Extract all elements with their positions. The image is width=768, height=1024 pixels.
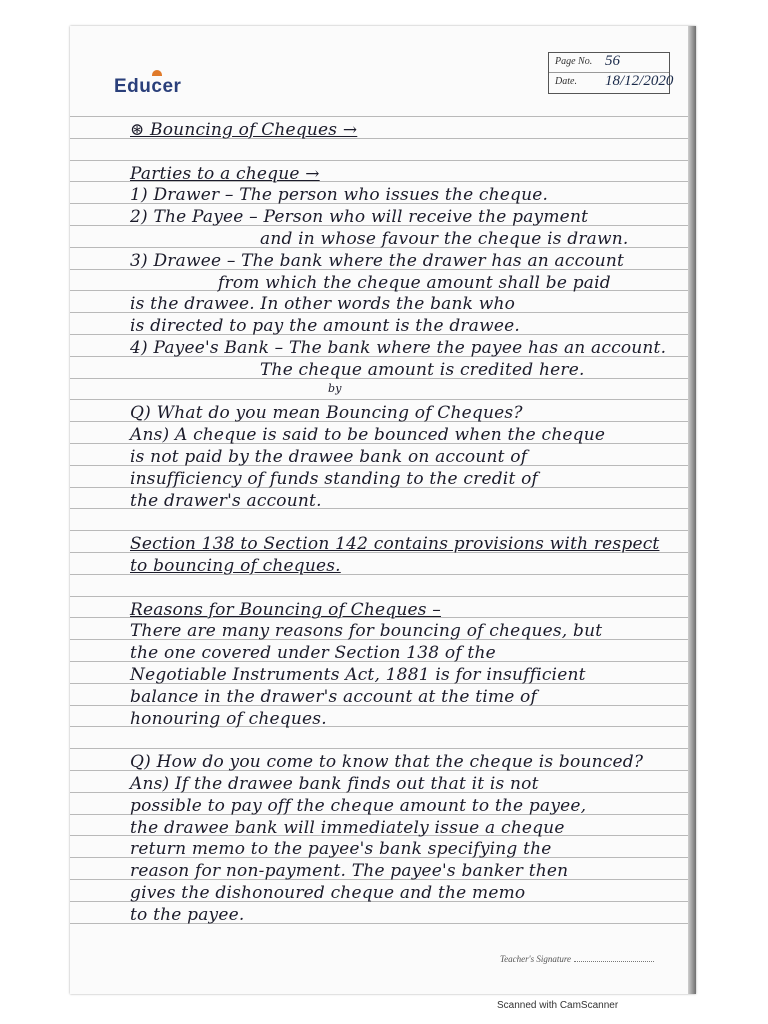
ruled-line <box>70 596 696 597</box>
scanner-watermark: Scanned with CamScanner <box>497 1000 619 1011</box>
handwritten-line: possible to pay off the cheque amount to the payee, <box>130 795 587 816</box>
handwritten-line: reason for non-payment. The payee's banker then <box>130 861 569 882</box>
ruled-line <box>70 530 696 531</box>
handwritten-line: the drawee bank will immediately issue a cheque <box>130 817 565 838</box>
handwritten-line: and in whose favour the cheque is drawn. <box>260 229 629 249</box>
handwritten-line: Q) How do you come to know that the cheque is bounced? <box>130 752 644 773</box>
handwritten-line: ⊛ Bouncing of Cheques → <box>130 120 358 140</box>
handwritten-line: Negotiable Instruments Act, 1881 is for insufficient <box>130 665 586 685</box>
handwritten-line: the one covered under Section 138 of the <box>130 643 496 664</box>
ruled-line <box>70 399 696 400</box>
handwritten-line: The cheque amount is credited here. <box>260 359 585 380</box>
page-date-box <box>548 52 674 94</box>
handwritten-line: Ans) A cheque is said to be bounced when the cheque <box>130 425 606 446</box>
handwritten-line: return memo to the payee's bank specifying the <box>130 839 552 860</box>
brand-name: Educer <box>114 76 182 97</box>
handwritten-line: Section 138 to Section 142 contains provisions with respect <box>130 534 660 555</box>
handwritten-line: to the payee. <box>130 904 245 925</box>
brand-logo <box>114 76 181 98</box>
handwritten-line: Ans) If the drawee bank finds out that it is not <box>130 774 539 794</box>
handwritten-line: balance in the drawer's account at the time of <box>130 686 537 707</box>
page-spine-shadow <box>688 26 696 994</box>
handwritten-line: honouring of cheques. <box>130 708 327 729</box>
handwritten-line: is directed to pay the amount is the drawee. <box>130 316 520 337</box>
page-no-value: 56 <box>605 53 620 69</box>
page-no-label: Page No. <box>555 56 593 67</box>
handwritten-line: 4) Payee's Bank – The bank where the payee has an account. <box>130 338 667 358</box>
handwritten-line: from which the cheque amount shall be paid <box>218 272 611 293</box>
handwritten-line: Q) What do you mean Bouncing of Cheques? <box>130 403 523 424</box>
handwritten-line: gives the dishonoured cheque and the memo <box>130 883 526 903</box>
logo-sun-mark <box>152 70 162 76</box>
handwritten-line: 3) Drawee – The bank where the drawer has an account <box>130 250 625 271</box>
ruled-line <box>70 748 696 749</box>
ruled-line <box>70 160 696 161</box>
handwritten-line: Reasons for Bouncing of Cheques – <box>130 599 441 620</box>
date-value: 18/12/2020 <box>605 73 674 89</box>
handwritten-line: the drawer's account. <box>130 490 322 511</box>
ruled-line <box>70 116 696 117</box>
notebook-page <box>70 26 696 994</box>
handwritten-line: is not paid by the drawee bank on account of <box>130 447 528 467</box>
handwritten-line: is the drawee. In other words the bank who <box>130 294 516 315</box>
handwritten-line: Parties to a cheque → <box>130 163 320 184</box>
handwritten-line: to bouncing of cheques. <box>130 556 341 576</box>
teacher-signature-label: Teacher's Signature <box>500 954 572 964</box>
handwritten-line: insufficiency of funds standing to the credit of <box>130 468 539 489</box>
date-label: Date. <box>555 76 577 87</box>
handwritten-line: by <box>328 381 342 395</box>
signature-line <box>574 961 654 962</box>
handwritten-line: 2) The Payee – Person who will receive the payment <box>130 207 589 228</box>
handwritten-line: 1) Drawer – The person who issues the cheque. <box>130 185 549 206</box>
teacher-signature <box>500 954 654 964</box>
handwritten-line: There are many reasons for bouncing of cheques, but <box>130 621 603 642</box>
